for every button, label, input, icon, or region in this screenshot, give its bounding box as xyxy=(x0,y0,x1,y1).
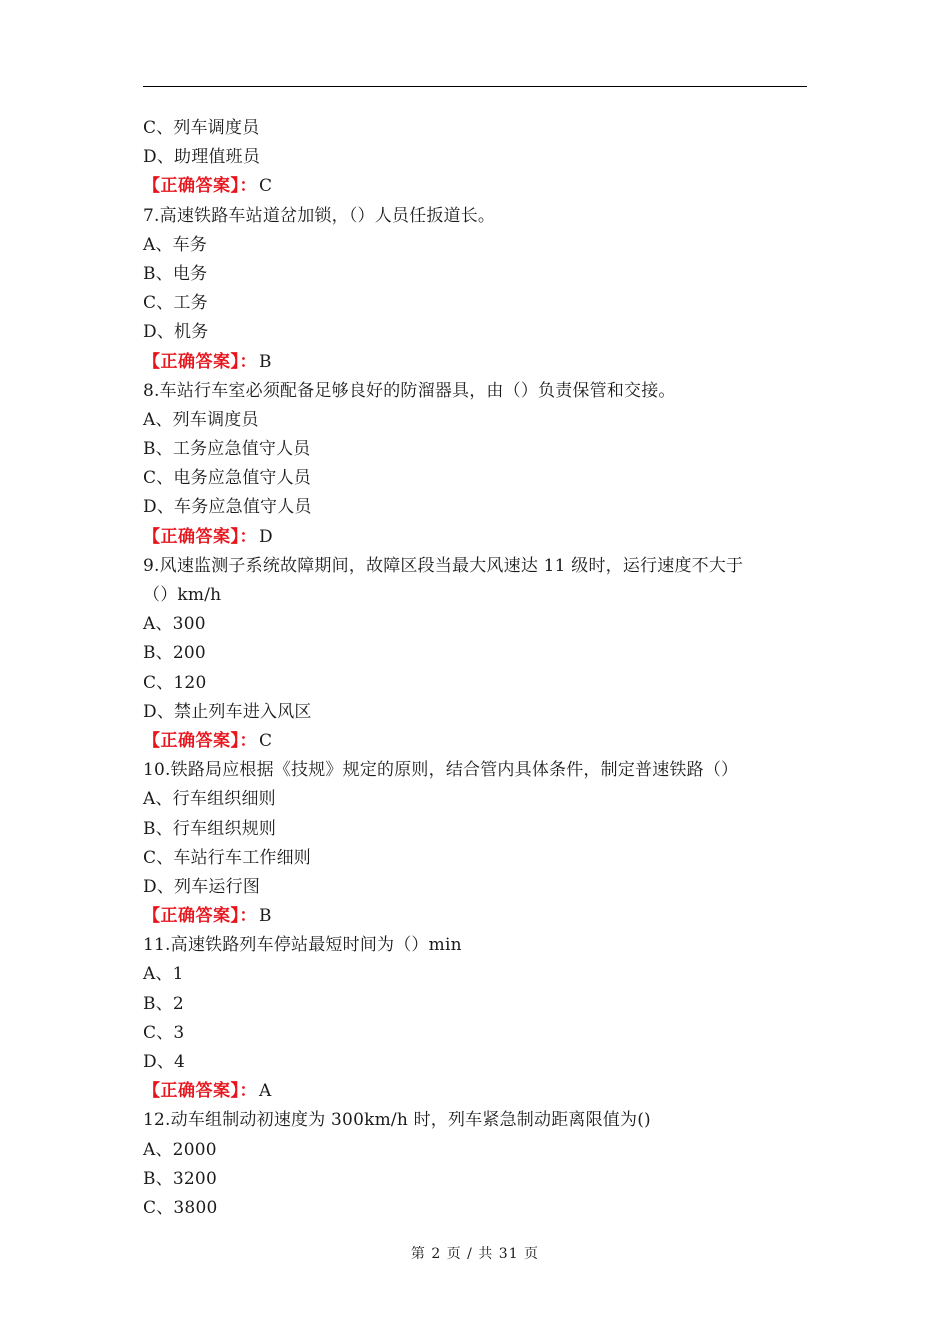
correct-answer-value: A xyxy=(259,1081,272,1102)
correct-answer-label: 【正确答案】： xyxy=(143,351,257,372)
question-text-continued: （）km/h xyxy=(143,585,222,605)
correct-answer-line xyxy=(143,902,813,931)
correct-answer-value: C xyxy=(259,730,273,751)
answer-option: B、3200 xyxy=(143,1168,217,1189)
answer-option: A、列车调度员 xyxy=(143,409,259,430)
answer-option: D、4 xyxy=(143,1052,186,1072)
answer-option: C、工务 xyxy=(143,293,208,314)
answer-option: C、电务应急值守人员 xyxy=(143,468,312,489)
correct-answer-line xyxy=(143,1077,813,1106)
correct-answer-line xyxy=(143,523,813,552)
answer-option: C、120 xyxy=(143,672,207,693)
correct-answer-value: C xyxy=(259,176,273,197)
correct-answer-label: 【正确答案】： xyxy=(143,730,257,751)
answer-option: A、2000 xyxy=(143,1139,217,1160)
answer-option: B、2 xyxy=(143,993,184,1014)
question-text: 12.动车组制动初速度为 300km/h 时，列车紧急制动距离限值为() xyxy=(143,1110,651,1131)
correct-answer-line xyxy=(143,172,813,201)
answer-option: D、列车运行图 xyxy=(143,876,261,897)
answer-option: A、行车组织细则 xyxy=(143,789,276,810)
document-body xyxy=(143,114,813,1223)
correct-answer-label: 【正确答案】： xyxy=(143,1081,257,1102)
answer-option: B、电务 xyxy=(143,263,208,284)
answer-option: C、车站行车工作细则 xyxy=(143,847,312,868)
correct-answer-value: B xyxy=(259,906,272,927)
header-rule xyxy=(143,86,807,87)
question-text: 7.高速铁路车站道岔加锁，（）人员任扳道长。 xyxy=(143,205,496,226)
correct-answer-line xyxy=(143,727,813,756)
correct-answer-label: 【正确答案】： xyxy=(143,526,257,547)
answer-option: C、列车调度员 xyxy=(143,118,260,138)
correct-answer-label: 【正确答案】： xyxy=(143,906,257,927)
question-text: 9.风速监测子系统故障期间，故障区段当最大风速达 11 级时，运行速度不大于 xyxy=(143,555,744,576)
correct-answer-line xyxy=(143,348,813,377)
answer-option: A、1 xyxy=(143,964,184,985)
answer-option: A、车务 xyxy=(143,234,208,255)
question-text: 11.高速铁路列车停站最短时间为（）min xyxy=(143,935,462,956)
answer-option: D、车务应急值守人员 xyxy=(143,497,312,518)
correct-answer-value: D xyxy=(259,526,273,547)
answer-option: B、工务应急值守人员 xyxy=(143,439,311,460)
question-text: 10.铁路局应根据《技规》规定的原则，结合管内具体条件，制定普速铁路（） xyxy=(143,760,739,781)
answer-option: D、助理值班员 xyxy=(143,147,261,168)
answer-option: B、行车组织规则 xyxy=(143,818,277,839)
answer-option: A、300 xyxy=(143,614,206,635)
correct-answer-value: B xyxy=(259,351,272,372)
correct-answer-label: 【正确答案】： xyxy=(143,176,257,197)
answer-option: D、机务 xyxy=(143,322,209,343)
question-text: 8.车站行车室必须配备足够良好的防溜器具，由（）负责保管和交接。 xyxy=(143,380,676,401)
answer-option: C、3 xyxy=(143,1022,185,1043)
page-footer: 第 2 页 / 共 31 页 xyxy=(410,1246,540,1262)
answer-option: B、200 xyxy=(143,643,206,664)
answer-option: C、3800 xyxy=(143,1197,218,1218)
answer-option: D、禁止列车进入风区 xyxy=(143,701,312,722)
